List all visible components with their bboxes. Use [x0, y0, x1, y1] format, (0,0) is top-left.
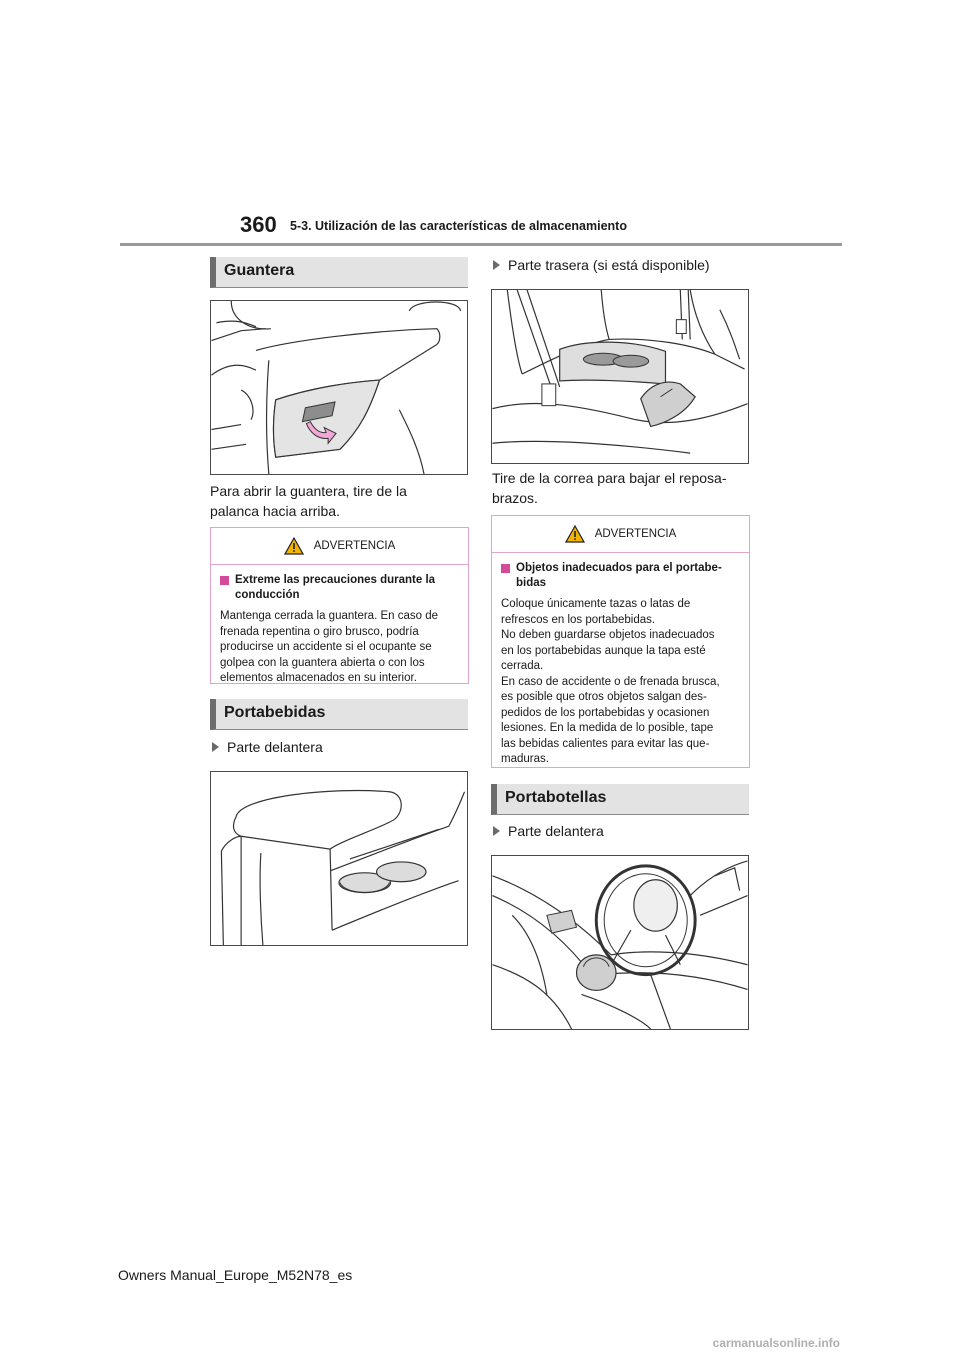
warning-line: cerrada.: [501, 660, 544, 672]
front-cupholder-illustration: [210, 771, 468, 946]
chapter-title: 5-3. Utilización de las características de almacenamiento: [290, 219, 627, 233]
watermark: carmanualsonline.info: [712, 1336, 840, 1350]
warning-line: producirse un accidente si el ocupante se: [220, 641, 432, 653]
warning-line: lesiones. En la medida de lo posible, tape: [501, 722, 714, 734]
warning-line: No deben guardarse objetos inadecuados: [501, 629, 715, 641]
warning-line: Coloque únicamente tazas o latas de: [501, 598, 691, 610]
warning-line: es posible que otros objetos salgan des-: [501, 691, 707, 703]
bullet-arrow-icon: [493, 826, 500, 836]
glovebox-instruction-line-2: palanca hacia arriba.: [210, 503, 340, 519]
warning-line: En caso de accidente o de frenada brusca,: [501, 675, 720, 688]
warning-title: ADVERTENCIA: [313, 540, 396, 552]
front-cupholder-drawing: [211, 772, 467, 945]
warning-triangle-icon: [565, 525, 585, 543]
glovebox-drawing: [211, 301, 467, 474]
rear-armrest-drawing: [492, 290, 748, 463]
warning-line: frenada repentina o giro brusco, podría: [220, 625, 419, 638]
rear-instruction-line-1: Tire de la correa para bajar el reposa-: [492, 470, 727, 486]
warning-line: Mantenga cerrada la guantera. En caso de: [220, 610, 439, 622]
warning-line: en los portabebidas aunque la tapa esté: [501, 644, 706, 657]
warning-line: maduras.: [501, 753, 549, 765]
cupholder-front-label: [212, 739, 323, 755]
warning-subtitle-line-2: bidas: [516, 577, 547, 589]
warning-header: [211, 528, 468, 565]
glovebox-instruction-line-1: Para abrir la guantera, tire de la: [210, 483, 407, 499]
cupholder-front-text: Parte delantera: [227, 739, 323, 755]
warning-square-icon: [501, 564, 510, 573]
warning-line: golpea con la guantera abierta o con los: [220, 656, 425, 669]
rear-armrest-illustration: [491, 289, 749, 464]
manual-name: Owners Manual_Europe_M52N78_es: [118, 1267, 353, 1283]
warning-line: refrescos en los portabebidas.: [501, 613, 656, 626]
warning-subtitle-line-2: conducción: [235, 589, 300, 601]
bottle-front-text: Parte delantera: [508, 823, 604, 839]
warning-subtitle-line-1: Extreme las precauciones durante la: [235, 574, 436, 586]
bottle-holder-illustration: [491, 855, 749, 1030]
cupholder-heading: Portabebidas: [210, 699, 468, 730]
warning-line: elementos almacenados en su interior.: [220, 672, 417, 684]
warning-triangle-icon: [284, 537, 304, 555]
cupholder-warning-box: [491, 515, 750, 768]
bottle-holder-drawing: [492, 856, 748, 1029]
bottle-front-label: [493, 823, 604, 839]
bullet-arrow-icon: [212, 742, 219, 752]
warning-title: ADVERTENCIA: [594, 528, 677, 540]
rear-armrest-text: Parte trasera (si está disponible): [508, 257, 710, 273]
rear-armrest-label: [493, 257, 710, 273]
bullet-arrow-icon: [493, 260, 500, 270]
glovebox-illustration: [210, 300, 468, 475]
bottle-holder-heading: Portabotellas: [491, 784, 749, 815]
warning-subtitle-line-1: Objetos inadecuados para el portabe-: [516, 562, 722, 574]
header-divider: [120, 243, 842, 246]
warning-line: las bebidas calientes para evitar las que-: [501, 737, 710, 750]
page-number: 360: [240, 212, 277, 237]
warning-line: pedidos de los portabebidas y ocasionen: [501, 706, 710, 719]
rear-instruction-line-2: brazos.: [492, 490, 538, 506]
warning-square-icon: [220, 576, 229, 585]
warning-header: [492, 516, 749, 553]
glovebox-warning-box: [210, 527, 469, 684]
glovebox-heading: Guantera: [210, 257, 468, 288]
